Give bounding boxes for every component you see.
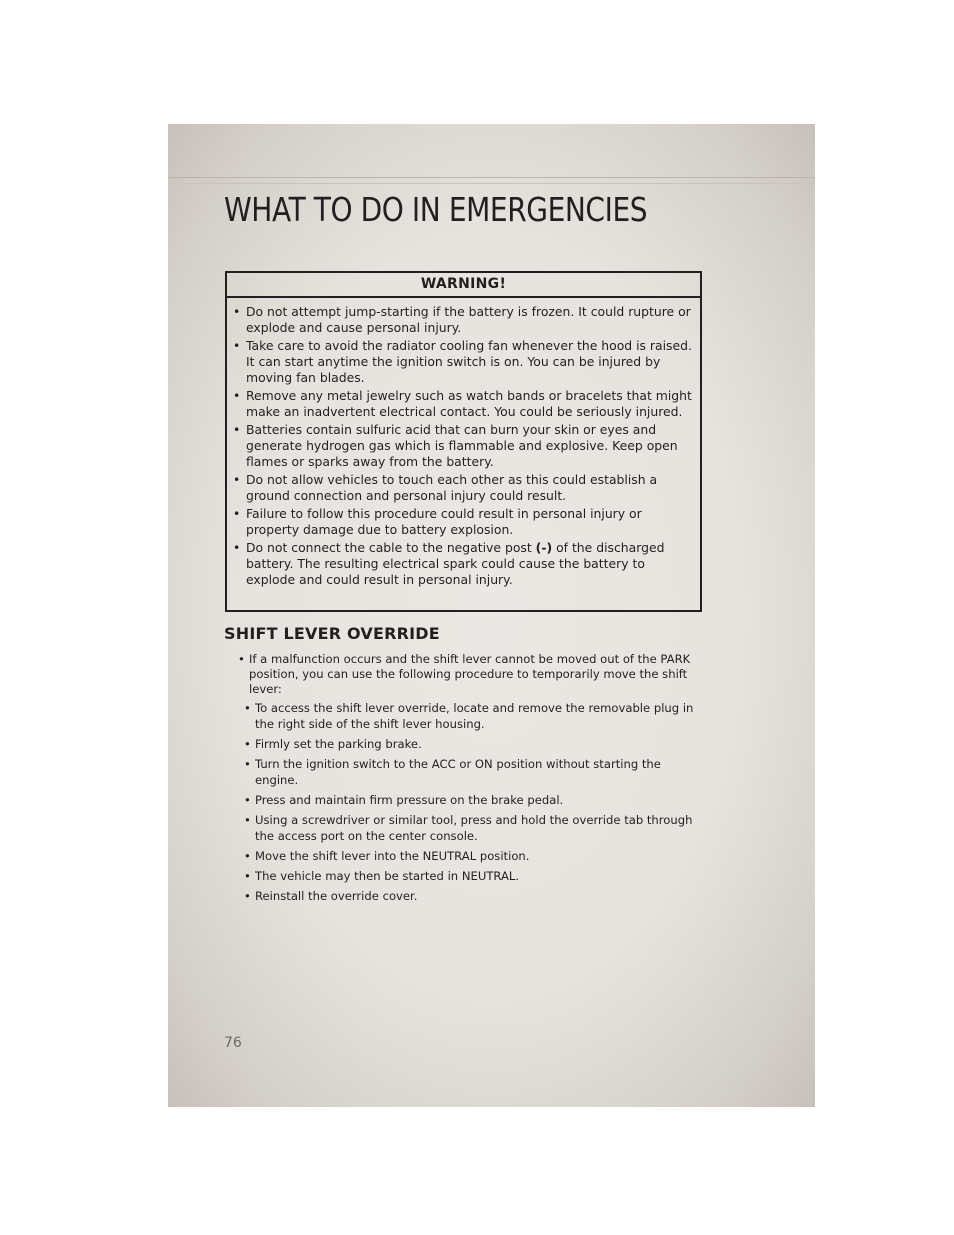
bullet-icon: • — [244, 737, 251, 751]
warning-item-text: Remove any metal jewelry such as watch bands or bracelets that might make an inadvertent electrical contact. You could be seriously injured. — [246, 388, 692, 419]
step-text: Reinstall the override cover. — [255, 889, 418, 903]
bullet-icon: • — [244, 793, 251, 807]
bullet-icon: • — [244, 757, 251, 771]
warning-item — [233, 506, 694, 538]
step-text: Using a screwdriver or similar tool, press and hold the override tab through the access port on the center console. — [255, 813, 693, 843]
warning-item — [233, 540, 694, 588]
intro-text-content: If a malfunction occurs and the shift lever cannot be moved out of the PARK position, you can use the following procedure to temporarily move the shift lever: — [249, 652, 691, 696]
bullet-icon: • — [233, 540, 241, 555]
page-title: WHAT TO DO IN EMERGENCIES — [224, 190, 648, 229]
bullet-icon: • — [233, 304, 241, 319]
warning-item-text: Take care to avoid the radiator cooling fan whenever the hood is raised. It can start anytime the ignition switch is on. You can be injured by moving fan blades. — [246, 338, 692, 385]
warning-item — [233, 338, 694, 386]
step-text: Press and maintain firm pressure on the brake pedal. — [255, 793, 564, 807]
section-intro — [237, 652, 702, 697]
bullet-icon: • — [233, 506, 241, 521]
bullet-icon: • — [233, 338, 241, 353]
bullet-icon: • — [233, 422, 241, 437]
warning-item — [233, 388, 694, 420]
warning-item-text: Failure to follow this procedure could result in personal injury or property damage due to battery explosion. — [246, 506, 642, 537]
warning-item-text: Batteries contain sulfuric acid that can burn your skin or eyes and generate hydrogen gas which is flammable and explosive. Keep open flames or sparks away from the battery. — [246, 422, 678, 469]
bullet-icon: • — [244, 813, 251, 827]
step-item — [244, 812, 705, 844]
step-item — [244, 756, 705, 788]
step-text: The vehicle may then be started in NEUTRAL. — [255, 869, 520, 883]
negative-post-symbol: (-) — [535, 540, 553, 555]
warning-item — [233, 304, 694, 336]
warning-box — [225, 271, 702, 612]
step-text: Move the shift lever into the NEUTRAL position. — [255, 849, 530, 863]
procedure-steps — [244, 700, 705, 908]
warning-item-text: Do not attempt jump-starting if the battery is frozen. It could rupture or explode and cause personal injury. — [246, 304, 691, 335]
bullet-icon: • — [244, 869, 251, 883]
step-text: Turn the ignition switch to the ACC or ON position without starting the engine. — [255, 757, 661, 787]
step-text: To access the shift lever override, locate and remove the removable plug in the right side of the shift lever housing. — [255, 701, 694, 731]
bullet-icon: • — [233, 388, 241, 403]
step-item — [244, 888, 705, 904]
page-number: 76 — [224, 1035, 242, 1051]
step-item — [244, 736, 705, 752]
bullet-icon: • — [233, 472, 241, 487]
warning-list — [227, 298, 700, 588]
warning-item-text: Do not allow vehicles to touch each other as this could establish a ground connection and personal injury could result. — [246, 472, 658, 503]
bullet-icon: • — [244, 889, 251, 903]
header-rule-secondary — [168, 183, 815, 184]
warning-item — [233, 422, 694, 470]
step-item — [244, 868, 705, 884]
step-item — [244, 848, 705, 864]
bullet-icon: • — [244, 849, 251, 863]
warning-heading: WARNING! — [227, 273, 700, 298]
step-text: Firmly set the parking brake. — [255, 737, 422, 751]
manual-page — [168, 124, 815, 1107]
intro-text — [238, 652, 702, 697]
bullet-icon: • — [244, 701, 251, 715]
step-item — [244, 792, 705, 808]
header-rule — [168, 177, 815, 178]
step-item — [244, 700, 705, 732]
section-title: SHIFT LEVER OVERRIDE — [224, 624, 440, 643]
warning-item-text-before: Do not connect the cable to the negative post — [246, 540, 536, 555]
bullet-icon: • — [238, 652, 245, 666]
warning-item — [233, 472, 694, 504]
warning-item-text-after: of the discharged battery. The resulting electrical spark could cause the battery to explode and could result in personal injury. — [246, 540, 665, 587]
